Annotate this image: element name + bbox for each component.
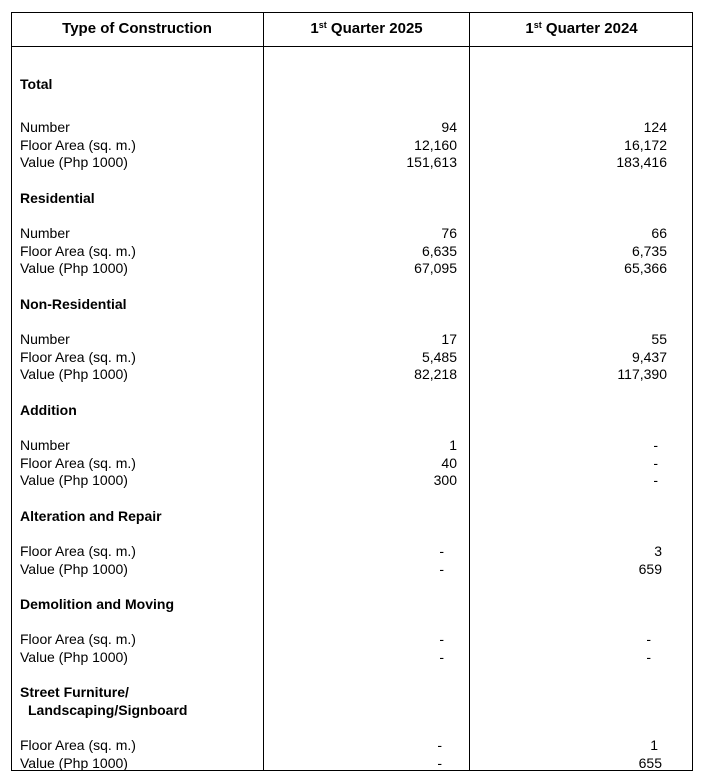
row-label: Number: [20, 119, 70, 135]
header-type-of-construction: Type of Construction: [62, 20, 212, 37]
section-title-residential: Residential: [20, 190, 95, 206]
value-2025: 151,613: [406, 154, 457, 170]
section-title-street-furniture: Street Furniture/: [20, 684, 129, 700]
value-2024: 1: [650, 737, 658, 753]
header-q1-2025: 1st Quarter 2025: [310, 20, 423, 37]
value-2025: 82,218: [414, 366, 457, 382]
row-label: Value (Php 1000): [20, 561, 128, 577]
value-2025: 17: [441, 331, 457, 347]
value-2025: 6,635: [421, 243, 457, 259]
section-title-total: Total: [20, 76, 53, 92]
value-2024: 55: [651, 331, 667, 347]
value-2025: -: [439, 631, 444, 647]
row-label: Number: [20, 331, 70, 347]
value-2024: 6,735: [631, 243, 667, 259]
value-2024: -: [646, 649, 651, 665]
row-label: Value (Php 1000): [20, 649, 128, 665]
value-2025: 12,160: [414, 137, 457, 153]
section-title-alteration-and-repair: Alteration and Repair: [20, 508, 162, 524]
value-2024: 659: [638, 561, 662, 577]
value-2025: 5,485: [421, 349, 457, 365]
row-label: Floor Area (sq. m.): [20, 243, 136, 259]
value-2024: -: [653, 455, 658, 471]
value-2025: 67,095: [414, 260, 457, 276]
row-label: Value (Php 1000): [20, 260, 128, 276]
row-label: Value (Php 1000): [20, 154, 128, 170]
value-2024: 3: [654, 543, 662, 559]
row-label: Floor Area (sq. m.): [20, 631, 136, 647]
value-2025: -: [437, 737, 442, 753]
value-2024: 117,390: [617, 366, 667, 382]
row-label: Value (Php 1000): [20, 472, 128, 488]
section-title-non-residential: Non-Residential: [20, 296, 127, 312]
row-label: Floor Area (sq. m.): [20, 455, 136, 471]
row-label: Number: [20, 437, 70, 453]
value-2024: 9,437: [631, 349, 667, 365]
header-divider: [11, 46, 693, 47]
column-divider-1: [263, 12, 264, 771]
row-label: Floor Area (sq. m.): [20, 543, 136, 559]
value-2024: 65,366: [624, 260, 667, 276]
value-2025: -: [439, 543, 444, 559]
section-title-demolition-and-moving: Demolition and Moving: [20, 596, 174, 612]
row-label: Floor Area (sq. m.): [20, 137, 136, 153]
row-label: Floor Area (sq. m.): [20, 737, 136, 753]
value-2024: 124: [643, 119, 667, 135]
section-title-landscaping-signboard: Landscaping/Signboard: [28, 702, 188, 718]
header-q1-2024: 1st Quarter 2024: [525, 20, 638, 37]
value-2025: 1: [449, 437, 457, 453]
row-label: Value (Php 1000): [20, 366, 128, 382]
row-label: Value (Php 1000): [20, 755, 128, 771]
value-2025: -: [439, 649, 444, 665]
value-2025: 300: [433, 472, 457, 488]
value-2024: 655: [638, 755, 662, 771]
value-2025: -: [439, 561, 444, 577]
value-2024: 183,416: [616, 154, 667, 170]
row-label: Number: [20, 225, 70, 241]
value-2025: 94: [441, 119, 457, 135]
value-2025: -: [437, 755, 442, 771]
section-title-addition: Addition: [20, 402, 77, 418]
value-2025: 76: [441, 225, 457, 241]
row-label: Floor Area (sq. m.): [20, 349, 136, 365]
value-2024: -: [653, 472, 658, 488]
value-2025: 40: [441, 455, 457, 471]
value-2024: -: [653, 437, 658, 453]
value-2024: -: [646, 631, 651, 647]
value-2024: 16,172: [624, 137, 667, 153]
value-2024: 66: [651, 225, 667, 241]
column-divider-2: [469, 12, 470, 771]
